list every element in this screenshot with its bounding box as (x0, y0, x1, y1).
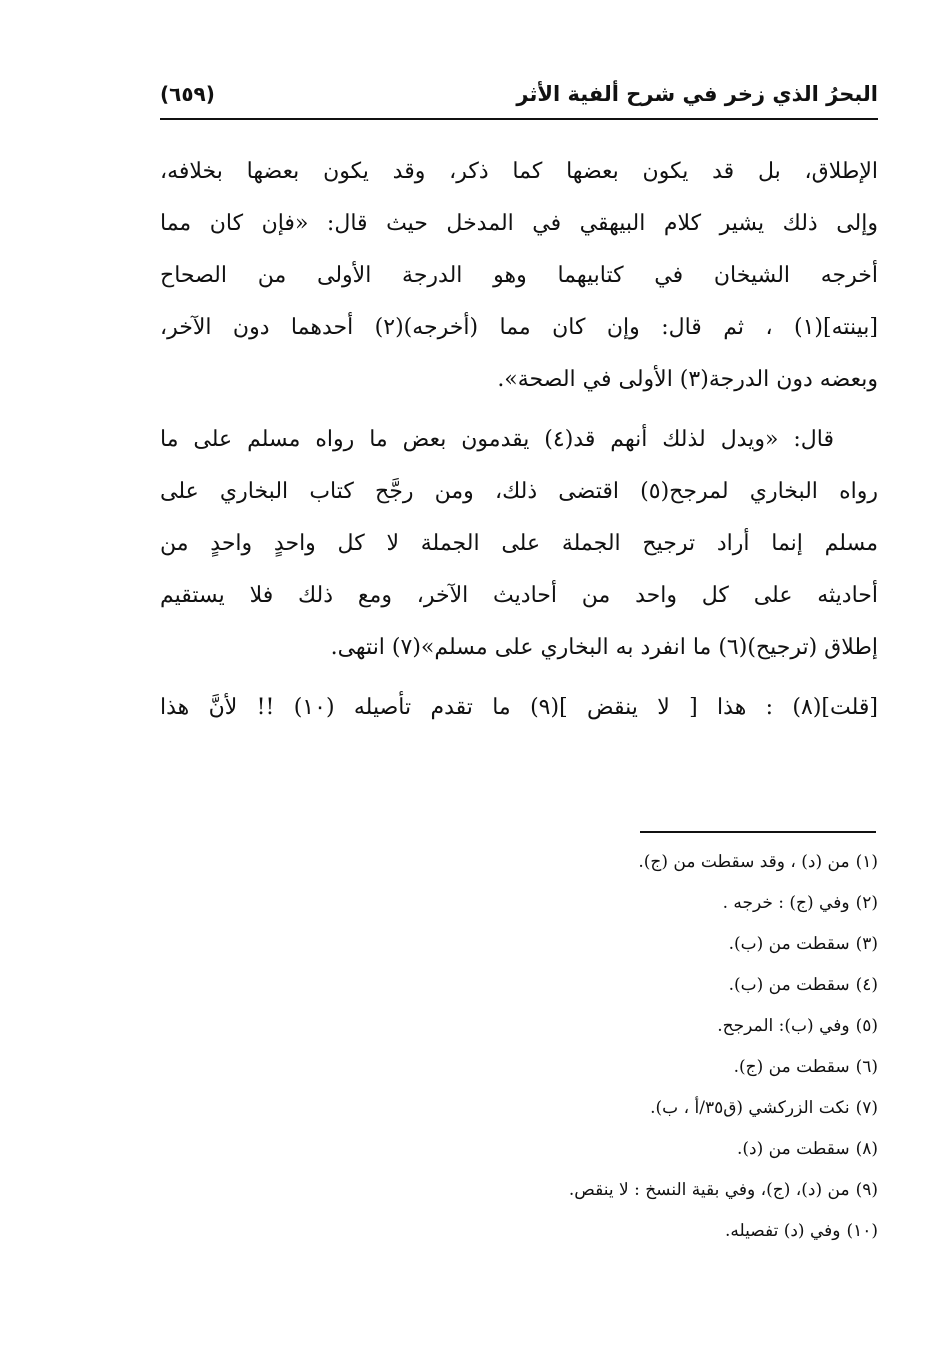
page-number: (٦٥٩) (160, 82, 215, 106)
footnote-number: (٤) (855, 975, 878, 995)
footnote-item (300, 965, 878, 1006)
footnote-text: وفي (د) تفصيله. (724, 1221, 841, 1241)
footnote-number: (٦) (855, 1057, 878, 1077)
main-text (160, 146, 878, 742)
footnote-divider (640, 831, 876, 833)
footnote-text: وفي (ب): المرجح. (717, 1016, 850, 1036)
footnote-item (300, 1006, 878, 1047)
footnote-text: سقطت من (ج). (733, 1057, 850, 1077)
header-divider (160, 118, 878, 120)
footnote-text: من (د)، (ج)، وفي بقية النسخ : لا ينقص. (568, 1180, 850, 1200)
footnote-number: (٩) (855, 1180, 878, 1200)
footnote-item (300, 842, 878, 883)
footnote-number: (٥) (855, 1016, 878, 1036)
book-title: البحرُ الذي زخر في شرح ألفية الأثر (516, 82, 878, 106)
text-line: مسلم إنما أراد ترجيح الجملة على الجملة لا كل واحدٍ واحدٍ من (160, 531, 878, 556)
footnote-text: سقطت من (ب). (728, 975, 850, 995)
footnote-item (300, 1170, 878, 1211)
footnote-number: (٢) (855, 893, 878, 913)
paragraph-2 (160, 414, 878, 674)
footnote-number: (٨) (855, 1139, 878, 1159)
text-line: الإطلاق، بل قد يكون بعضها كما ذكر، وقد يكون بعضها بخلافه، (160, 159, 878, 184)
text-line: وبعضه دون الدرجة(٣) الأولى في الصحة». (497, 367, 878, 392)
footnote-number: (٧) (855, 1098, 878, 1118)
footnote-item (300, 1129, 878, 1170)
footnote-text: سقطت من (د). (737, 1139, 850, 1159)
footnote-number: (١) (855, 852, 878, 872)
text-line: [بينته](١) ، ثم قال: وإن كان مما (أخرجه)(٢) أحدهما دون الآخر، (160, 315, 878, 340)
footnote-number: (٣) (855, 934, 878, 954)
text-line: رواه البخاري لمرجح(٥) اقتضى ذلك، ومن رجَّح كتاب البخاري على (160, 479, 878, 504)
paragraph-1 (160, 146, 878, 406)
paragraph-3 (160, 682, 878, 734)
text-line: [قلت](٨) : هذا [ لا ينقض ](٩) ما تقدم تأصيله (١٠) !! لأنَّ هذا (160, 695, 878, 720)
running-header (160, 76, 878, 112)
text-line: أخرجه الشيخان في كتابيهما وهو الدرجة الأولى من الصحاح (160, 263, 878, 288)
footnote-number: (١٠) (846, 1221, 878, 1241)
footnotes (300, 842, 878, 1252)
footnote-text: نكت الزركشي (ق٣٥/أ ، ب). (650, 1098, 850, 1118)
text-line: قال: «ويدل لذلك أنهم قد(٤) يقدمون بعض ما رواه مسلم على ما (160, 427, 834, 452)
footnote-item (300, 1047, 878, 1088)
footnote-text: وفي (ج) : خرجه . (722, 893, 850, 913)
text-line: وإلى ذلك يشير كلام البيهقي في المدخل حيث قال: «فإن كان مما (160, 211, 878, 236)
footnote-item (300, 883, 878, 924)
footnote-item (300, 1088, 878, 1129)
text-line: إطلاق (ترجيح)(٦) ما انفرد به البخاري على مسلم»(٧) انتهى. (330, 635, 878, 660)
text-line: أحاديثه على كل واحد من أحاديث الآخر، ومع ذلك فلا يستقيم (160, 583, 878, 608)
footnote-item (300, 924, 878, 965)
footnote-text: سقطت من (ب). (728, 934, 850, 954)
footnote-text: من (د) ، وقد سقطت من (ج). (638, 852, 850, 872)
footnote-item (300, 1211, 878, 1252)
